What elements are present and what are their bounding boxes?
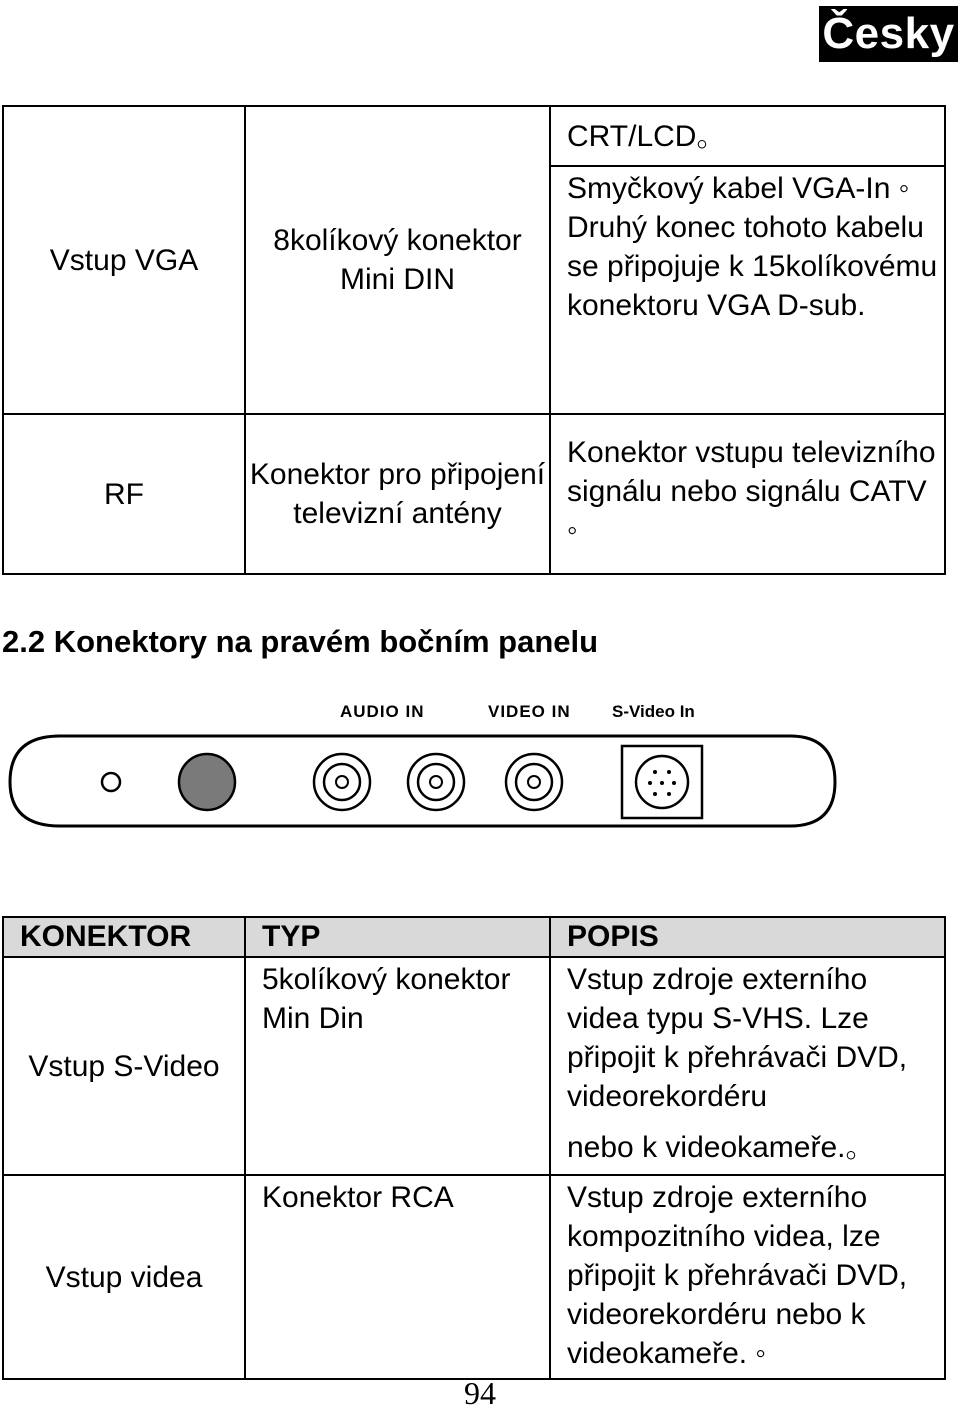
connector-desc-video: Vstup zdroje externího kompozitního videa, lze připojit k přehrávači DVD, videorekordéru nebo k videokameře. ◦	[550, 1175, 945, 1379]
column-header-description: POPIS	[550, 917, 945, 957]
round-port-dark	[179, 754, 235, 810]
audio-in-left-jack	[314, 754, 370, 810]
connector-table-side	[2, 916, 946, 1380]
table-row	[3, 414, 945, 574]
table-row	[3, 1175, 945, 1379]
video-in-label: VIDEO IN	[488, 702, 571, 721]
connector-name-vga: Vstup VGA	[3, 106, 245, 414]
connector-desc-svideo-main: Vstup zdroje externího videa typu S-VHS. Lze připojit k přehrávači DVD, videorekordéru	[567, 963, 908, 1113]
connector-name-rf: RF	[3, 414, 245, 574]
page-number: 94	[464, 1375, 496, 1411]
svideo-in-port	[622, 746, 702, 818]
connector-type-video: Konektor RCA	[245, 1175, 550, 1379]
column-header-type: TYP	[245, 917, 550, 957]
connector-desc-rf: Konektor vstupu televizního signálu nebo signálu CATV ◦	[550, 414, 945, 574]
table-row	[3, 106, 945, 166]
connector-type-svideo: 5kolíkový konektor Min Din	[245, 957, 550, 1175]
language-badge: Česky	[819, 6, 958, 62]
connector-name-video: Vstup videa	[3, 1175, 245, 1379]
audio-in-label: AUDIO IN	[340, 702, 425, 721]
section-title: 2.2 Konektory na pravém bočním panelu	[2, 624, 599, 659]
small-port	[102, 773, 120, 791]
connector-type-vga: 8kolíkový konektor Mini DIN	[245, 106, 550, 414]
connector-desc-svideo	[550, 957, 945, 1175]
video-in-jack	[506, 754, 562, 810]
connector-type-rf: Konektor pro připojení televizní antény	[245, 414, 550, 574]
connector-name-svideo: Vstup S-Video	[3, 957, 245, 1175]
svideo-in-label: S-Video In	[612, 702, 695, 721]
side-panel-diagram	[0, 686, 850, 846]
connector-desc-vga: Smyčkový kabel VGA-In ◦ Druhý konec tohoto kabelu se připojuje k 15kolíkovému konektoru VGA D-sub.	[550, 166, 945, 414]
table-row	[3, 957, 945, 1175]
audio-in-right-jack	[408, 754, 464, 810]
connector-desc-vga-top: CRT/LCD。	[550, 106, 945, 166]
connector-table-top	[2, 105, 946, 575]
table-header-row	[3, 917, 945, 957]
column-header-connector: KONEKTOR	[3, 917, 245, 957]
connector-desc-svideo-last: nebo k videokameře.。	[567, 1131, 876, 1164]
